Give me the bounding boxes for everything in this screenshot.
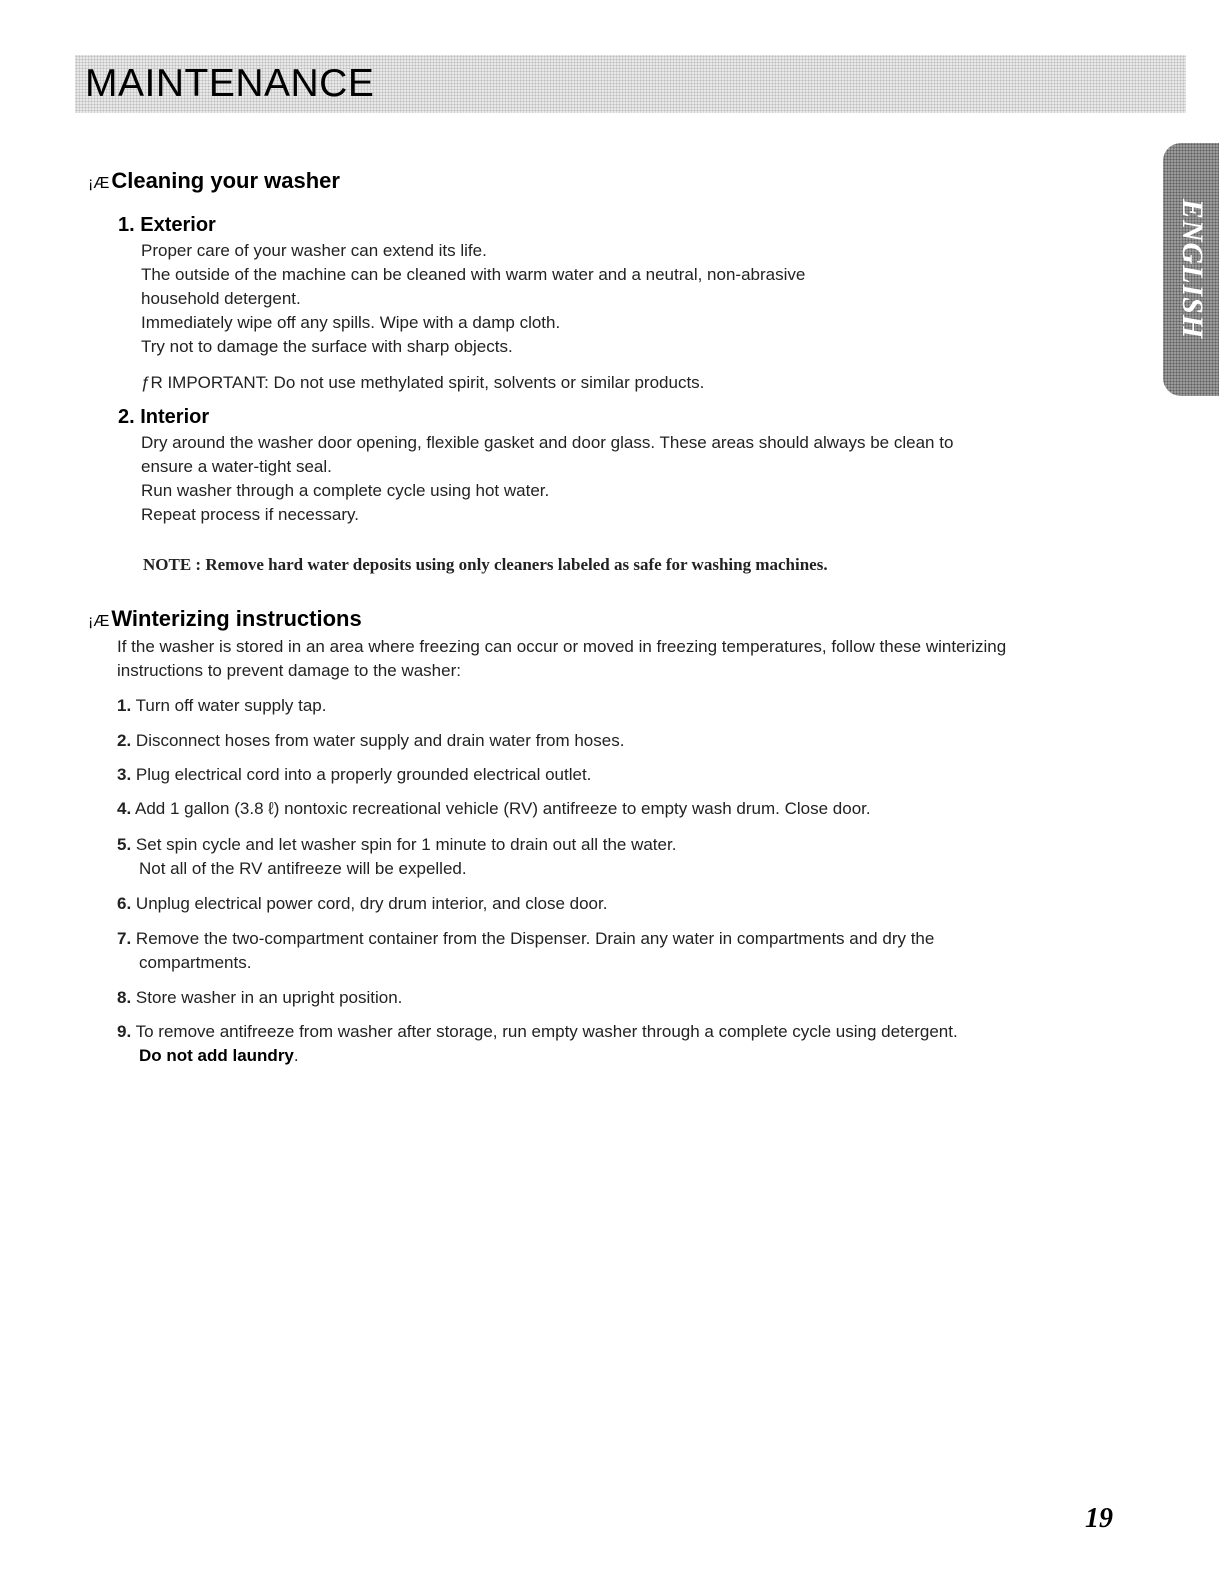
step-continuation	[117, 1044, 1127, 1068]
text-line: Try not to damage the surface with sharp objects.	[141, 337, 513, 356]
step-number: 5.	[117, 835, 132, 854]
section-bullet: ¡Æ	[88, 613, 110, 630]
list-item	[117, 797, 1127, 821]
list-item	[117, 986, 1127, 1010]
subsection-title-interior: 2. Interior	[118, 406, 210, 428]
list-item	[117, 729, 1127, 753]
text-line: Run washer through a complete cycle using hot water.	[141, 481, 550, 500]
step-text: Set spin cycle and let washer spin for 1 minute to drain out all the water.	[135, 835, 677, 854]
step-continuation: compartments.	[139, 953, 252, 972]
text-line: Proper care of your washer can extend its life.	[141, 241, 487, 260]
step-text: Store washer in an upright position.	[135, 988, 403, 1007]
section-title-text: Cleaning your washer	[111, 168, 340, 193]
list-item	[117, 694, 1127, 718]
step-number: 3.	[117, 765, 132, 784]
step-emphasis-end: .	[293, 1046, 299, 1065]
section-title-winterizing	[88, 605, 362, 636]
text-line: household detergent.	[141, 289, 301, 308]
section-title-cleaning	[88, 167, 340, 198]
text-line: The outside of the machine can be cleaned with warm water and a neutral, non-abrasive	[141, 265, 806, 284]
section-bullet: ¡Æ	[88, 175, 110, 192]
step-continuation: Not all of the RV antifreeze will be expelled.	[139, 859, 467, 878]
section-title-text: Winterizing instructions	[111, 606, 362, 631]
text-line: Immediately wipe off any spills. Wipe with a damp cloth.	[141, 313, 561, 332]
step-text: Unplug electrical power cord, dry drum interior, and close door.	[135, 894, 608, 913]
step-text: Disconnect hoses from water supply and drain water from hoses.	[135, 731, 625, 750]
important-warning: ƒR IMPORTANT: Do not use methylated spirit, solvents or similar products.	[141, 373, 705, 392]
step-text: Add 1 gallon (3.8 ℓ) nontoxic recreational vehicle (RV) antifreeze to empty wash drum. Close door.	[134, 799, 871, 818]
note-text: NOTE : Remove hard water deposits using only cleaners labeled as safe for washing machines.	[143, 555, 828, 574]
list-item	[117, 927, 1127, 975]
language-tab	[1163, 143, 1219, 396]
step-number: 8.	[117, 988, 132, 1007]
list-item	[117, 892, 1127, 916]
winterizing-intro: If the washer is stored in an area where freezing can occur or moved in freezing temperatures, follow these winterizing instructions to prevent damage to the washer:	[117, 637, 1007, 680]
interior-text	[141, 431, 1151, 527]
list-item	[117, 763, 1127, 787]
exterior-text	[141, 239, 1141, 359]
step-number: 6.	[117, 894, 132, 913]
step-emphasis: Do not add laundry	[139, 1046, 294, 1065]
step-text: Plug electrical cord into a properly grounded electrical outlet.	[135, 765, 592, 784]
step-text: Turn off water supply tap.	[135, 696, 327, 715]
text-line: ensure a water-tight seal.	[141, 457, 332, 476]
list-item	[117, 833, 1127, 881]
step-number: 9.	[117, 1022, 132, 1041]
page-title: MAINTENANCE	[85, 62, 375, 105]
step-number: 4.	[117, 799, 132, 818]
subsection-title-exterior: 1. Exterior	[118, 214, 216, 236]
text-line: Repeat process if necessary.	[141, 505, 359, 524]
language-tab-label: ENGLISH	[1176, 198, 1209, 340]
step-text: Remove the two-compartment container from the Dispenser. Drain any water in compartments and dry the	[135, 929, 935, 948]
step-text: To remove antifreeze from washer after storage, run empty washer through a complete cycle using detergent.	[135, 1022, 958, 1041]
text-line: Dry around the washer door opening, flexible gasket and door glass. These areas should always be clean to	[141, 433, 954, 452]
list-item	[117, 1020, 1127, 1068]
step-number: 2.	[117, 731, 132, 750]
step-number: 7.	[117, 929, 132, 948]
page-number: 19	[1085, 1503, 1113, 1534]
step-number: 1.	[117, 696, 132, 715]
